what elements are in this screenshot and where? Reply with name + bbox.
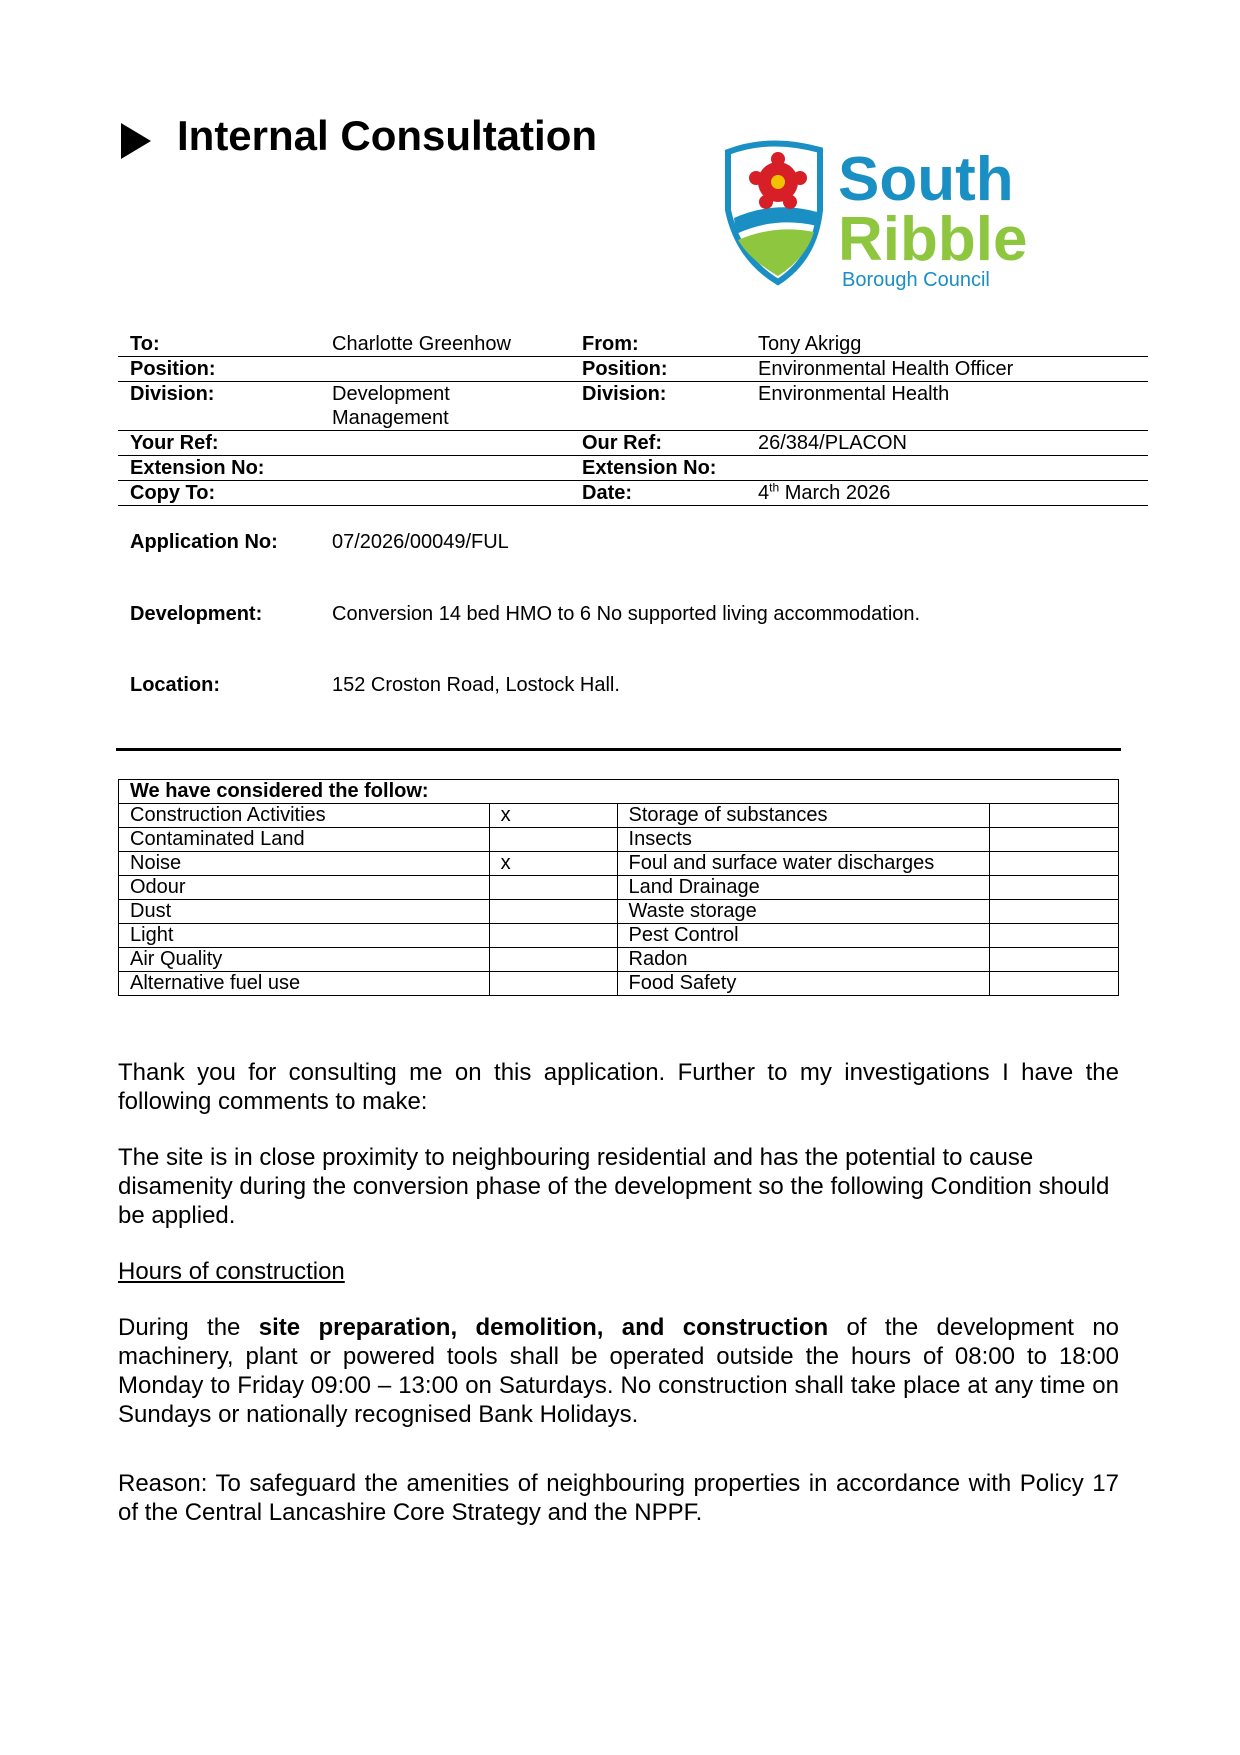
division-value: Development — [332, 383, 450, 405]
body-paragraph-reason — [118, 1469, 1119, 1527]
date-rest: March 2026 — [779, 482, 891, 504]
section-divider — [116, 748, 1121, 751]
logo-text-south: South — [838, 145, 1014, 214]
position-label: Position: — [130, 358, 216, 380]
our-ref-label: Our Ref: — [582, 432, 662, 454]
application-no-label: Application No: — [130, 531, 278, 553]
body-paragraph-site — [118, 1143, 1119, 1230]
logo-shield-icon — [728, 143, 820, 282]
consideration-mark — [990, 852, 1119, 876]
location-label: Location: — [130, 674, 220, 696]
consideration-label: Food Safety — [617, 972, 990, 996]
body-paragraph-intro — [118, 1058, 1119, 1116]
consideration-mark — [990, 972, 1119, 996]
consideration-mark: x — [489, 852, 617, 876]
consideration-mark — [489, 972, 617, 996]
header-row-copy — [118, 481, 1148, 506]
consideration-label: Odour — [119, 876, 490, 900]
table-row — [119, 972, 1119, 996]
header-row-extension — [118, 456, 1148, 481]
application-no-value: 07/2026/00049/FUL — [332, 531, 509, 553]
condition-heading — [118, 1257, 1119, 1286]
to-value: Charlotte Greenhow — [332, 333, 511, 355]
from-label: From: — [582, 333, 639, 355]
body-paragraph-condition — [118, 1313, 1119, 1429]
consideration-label: Foul and surface water discharges — [617, 852, 990, 876]
consideration-label: Waste storage — [617, 900, 990, 924]
consideration-label: Construction Activities — [119, 804, 490, 828]
division-value-line2: Management — [332, 407, 449, 429]
table-row — [119, 948, 1119, 972]
header-row-position — [118, 357, 1148, 382]
to-label: To: — [130, 333, 160, 355]
consideration-mark — [990, 828, 1119, 852]
condition-heading-text: Hours of construction — [118, 1258, 345, 1285]
from-extension-label: Extension No: — [582, 457, 717, 479]
condition-text-bold: site preparation, demolition, and construction — [258, 1314, 829, 1341]
consideration-label: Radon — [617, 948, 990, 972]
consideration-mark — [990, 924, 1119, 948]
consideration-label: Pest Control — [617, 924, 990, 948]
consideration-label: Storage of substances — [617, 804, 990, 828]
considerations-heading-row — [119, 780, 1119, 804]
condition-text-end: of the development no machinery, plant or powered tools shall be operated outside the hours of 08:00 to 18:00 Monday to Friday 09:00 – 13:00 on Saturdays. No construction shall take place at any time on Sundays or nationally recognised Bank Holidays. — [118, 1314, 1120, 1428]
intro-text: Thank you for consulting me on this application. Further to my investigations I have the following comments to make: — [118, 1059, 1119, 1115]
consideration-label: Contaminated Land — [119, 828, 490, 852]
date-suffix: th — [769, 480, 780, 495]
date-label: Date: — [582, 482, 633, 504]
consideration-mark — [990, 804, 1119, 828]
date-value — [758, 481, 890, 505]
consideration-mark — [489, 900, 617, 924]
date-day: 4 — [758, 482, 770, 504]
our-ref-value: 26/384/PLACON — [758, 432, 907, 454]
consideration-mark — [489, 876, 617, 900]
condition-text-start: During the — [118, 1314, 259, 1341]
from-division-value: Environmental Health — [758, 383, 950, 405]
table-row — [119, 876, 1119, 900]
from-position-label: Position: — [582, 358, 668, 380]
consideration-label: Alternative fuel use — [119, 972, 490, 996]
consideration-label: Land Drainage — [617, 876, 990, 900]
consideration-mark — [489, 828, 617, 852]
consideration-mark — [990, 948, 1119, 972]
table-row — [119, 900, 1119, 924]
considerations-table — [118, 779, 1119, 996]
consideration-label: Insects — [617, 828, 990, 852]
extension-label: Extension No: — [130, 457, 265, 479]
consideration-mark — [990, 876, 1119, 900]
considerations-heading: We have considered the follow: — [119, 780, 1119, 804]
consideration-label: Light — [119, 924, 490, 948]
copy-to-label: Copy To: — [130, 482, 216, 504]
development-value: Conversion 14 bed HMO to 6 No supported living accommodation. — [332, 603, 921, 625]
from-position-value: Environmental Health Officer — [758, 358, 1014, 380]
consideration-mark — [489, 924, 617, 948]
consideration-label: Dust — [119, 900, 490, 924]
title-arrow-icon — [121, 123, 151, 159]
consideration-label: Noise — [119, 852, 490, 876]
from-division-label: Division: — [582, 383, 667, 405]
reason-text: Reason: To safeguard the amenities of neighbouring properties in accordance with Policy 17 of the Central Lancashire Core Strategy and the NPPF. — [118, 1470, 1119, 1526]
header-row-ref — [118, 431, 1148, 456]
logo-text-borough: Borough Council — [842, 269, 990, 291]
site-text: The site is in close proximity to neighbouring residential and has the potential to cause disamenity during the conversion phase of the development so the following Condition should be applied. — [118, 1144, 1110, 1229]
logo-text-ribble: Ribble — [838, 205, 1028, 274]
from-value: Tony Akrigg — [758, 333, 862, 355]
header-row-division — [118, 382, 1148, 431]
table-row — [119, 828, 1119, 852]
consideration-mark — [489, 948, 617, 972]
consideration-mark: x — [489, 804, 617, 828]
page-title: Internal Consultation — [177, 112, 597, 159]
consideration-mark — [990, 900, 1119, 924]
table-row — [119, 852, 1119, 876]
division-label: Division: — [130, 383, 215, 405]
table-row — [119, 804, 1119, 828]
consideration-label: Air Quality — [119, 948, 490, 972]
council-logo — [720, 140, 1050, 300]
header-row-to — [118, 332, 1148, 357]
table-row — [119, 924, 1119, 948]
location-value: 152 Croston Road, Lostock Hall. — [332, 674, 620, 696]
condition-text — [118, 1313, 1119, 1429]
your-ref-label: Your Ref: — [130, 432, 219, 454]
development-label: Development: — [130, 603, 263, 625]
